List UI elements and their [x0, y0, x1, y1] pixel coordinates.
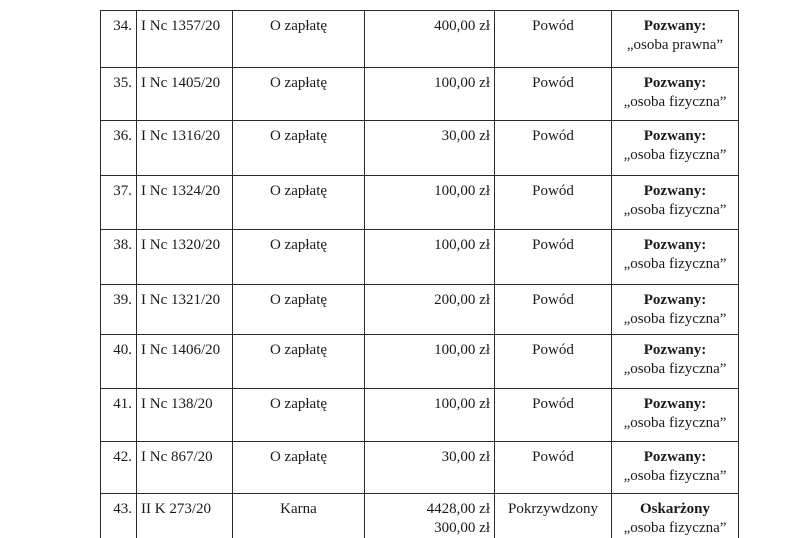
amount-value: 100,00 zł	[434, 342, 490, 358]
opposing-party	[612, 494, 739, 538]
row-number: 41.	[101, 389, 137, 442]
opposing-party-label: Pozwany:	[643, 396, 707, 412]
case-amount	[365, 230, 495, 285]
opposing-party-label: Pozwany:	[643, 449, 707, 465]
case-type: O zapłatę	[233, 230, 365, 285]
case-amount	[365, 176, 495, 230]
case-amount	[365, 285, 495, 335]
party-role: Powód	[495, 389, 612, 442]
case-signature: I Nc 1324/20	[137, 176, 233, 230]
party-role: Powód	[495, 230, 612, 285]
row-number: 36.	[101, 121, 137, 176]
table-row	[101, 389, 739, 442]
opposing-party	[612, 230, 739, 285]
cases-table-body	[101, 11, 739, 538]
case-amount	[365, 442, 495, 494]
opposing-party-description: „osoba fizyczna”	[623, 256, 727, 272]
opposing-party-description: „osoba fizyczna”	[623, 147, 727, 163]
opposing-party-label: Pozwany:	[643, 183, 707, 199]
opposing-party-label: Oskarżony	[639, 501, 710, 517]
opposing-party	[612, 68, 739, 121]
party-role: Powód	[495, 285, 612, 335]
case-type: O zapłatę	[233, 121, 365, 176]
opposing-party-label: Pozwany:	[643, 292, 707, 308]
opposing-party-description: „osoba fizyczna”	[623, 361, 727, 377]
case-signature: I Nc 1321/20	[137, 285, 233, 335]
party-role: Powód	[495, 176, 612, 230]
party-role: Powód	[495, 68, 612, 121]
amount-value: 100,00 zł	[434, 75, 490, 91]
case-type: O zapłatę	[233, 335, 365, 389]
opposing-party-description: „osoba prawna”	[626, 37, 724, 53]
case-signature: I Nc 867/20	[137, 442, 233, 494]
case-signature: I Nc 1320/20	[137, 230, 233, 285]
opposing-party	[612, 389, 739, 442]
opposing-party-label: Pozwany:	[643, 342, 707, 358]
case-amount	[365, 494, 495, 538]
party-role: Powód	[495, 121, 612, 176]
amount-value: 100,00 zł	[434, 183, 490, 199]
table-row	[101, 68, 739, 121]
amount-value: 30,00 zł	[441, 449, 490, 465]
opposing-party	[612, 176, 739, 230]
party-role: Pokrzywdzony	[495, 494, 612, 538]
row-number: 39.	[101, 285, 137, 335]
amount-value: 100,00 zł	[434, 396, 490, 412]
opposing-party	[612, 121, 739, 176]
case-signature: I Nc 1406/20	[137, 335, 233, 389]
table-row	[101, 230, 739, 285]
opposing-party-description: „osoba fizyczna”	[623, 311, 727, 327]
amount-value: 100,00 zł	[434, 237, 490, 253]
case-signature: II K 273/20	[137, 494, 233, 538]
case-type: O zapłatę	[233, 442, 365, 494]
opposing-party-description: „osoba fizyczna”	[623, 520, 727, 536]
case-amount	[365, 335, 495, 389]
case-signature: I Nc 1357/20	[137, 11, 233, 68]
case-type: O zapłatę	[233, 285, 365, 335]
opposing-party-label: Pozwany:	[643, 237, 707, 253]
row-number: 42.	[101, 442, 137, 494]
case-type: O zapłatę	[233, 176, 365, 230]
row-number: 34.	[101, 11, 137, 68]
case-signature: I Nc 138/20	[137, 389, 233, 442]
table-row	[101, 176, 739, 230]
table-row	[101, 11, 739, 68]
table-row	[101, 285, 739, 335]
row-number: 43.	[101, 494, 137, 538]
opposing-party-description: „osoba fizyczna”	[623, 94, 727, 110]
case-signature: I Nc 1316/20	[137, 121, 233, 176]
opposing-party	[612, 335, 739, 389]
table-row	[101, 442, 739, 494]
case-signature: I Nc 1405/20	[137, 68, 233, 121]
row-number: 35.	[101, 68, 137, 121]
table-row	[101, 121, 739, 176]
table-row	[101, 335, 739, 389]
case-type: O zapłatę	[233, 68, 365, 121]
amount-value: 400,00 zł	[434, 18, 490, 34]
amount-value: 300,00 zł	[434, 520, 490, 536]
party-role: Powód	[495, 335, 612, 389]
opposing-party-description: „osoba fizyczna”	[623, 202, 727, 218]
table-row	[101, 494, 739, 538]
opposing-party	[612, 11, 739, 68]
opposing-party-label: Pozwany:	[643, 75, 707, 91]
amount-value: 30,00 zł	[441, 128, 490, 144]
case-type: Karna	[233, 494, 365, 538]
row-number: 40.	[101, 335, 137, 389]
amount-value: 200,00 zł	[434, 292, 490, 308]
amount-value: 4428,00 zł	[426, 501, 490, 517]
case-amount	[365, 11, 495, 68]
opposing-party-label: Pozwany:	[643, 18, 707, 34]
opposing-party-description: „osoba fizyczna”	[623, 468, 727, 484]
case-amount	[365, 68, 495, 121]
party-role: Powód	[495, 442, 612, 494]
opposing-party-description: „osoba fizyczna”	[623, 415, 727, 431]
case-amount	[365, 121, 495, 176]
row-number: 37.	[101, 176, 137, 230]
case-type: O zapłatę	[233, 389, 365, 442]
party-role: Powód	[495, 11, 612, 68]
case-type: O zapłatę	[233, 11, 365, 68]
opposing-party	[612, 442, 739, 494]
case-amount	[365, 389, 495, 442]
cases-table	[100, 10, 739, 538]
opposing-party-label: Pozwany:	[643, 128, 707, 144]
row-number: 38.	[101, 230, 137, 285]
opposing-party	[612, 285, 739, 335]
